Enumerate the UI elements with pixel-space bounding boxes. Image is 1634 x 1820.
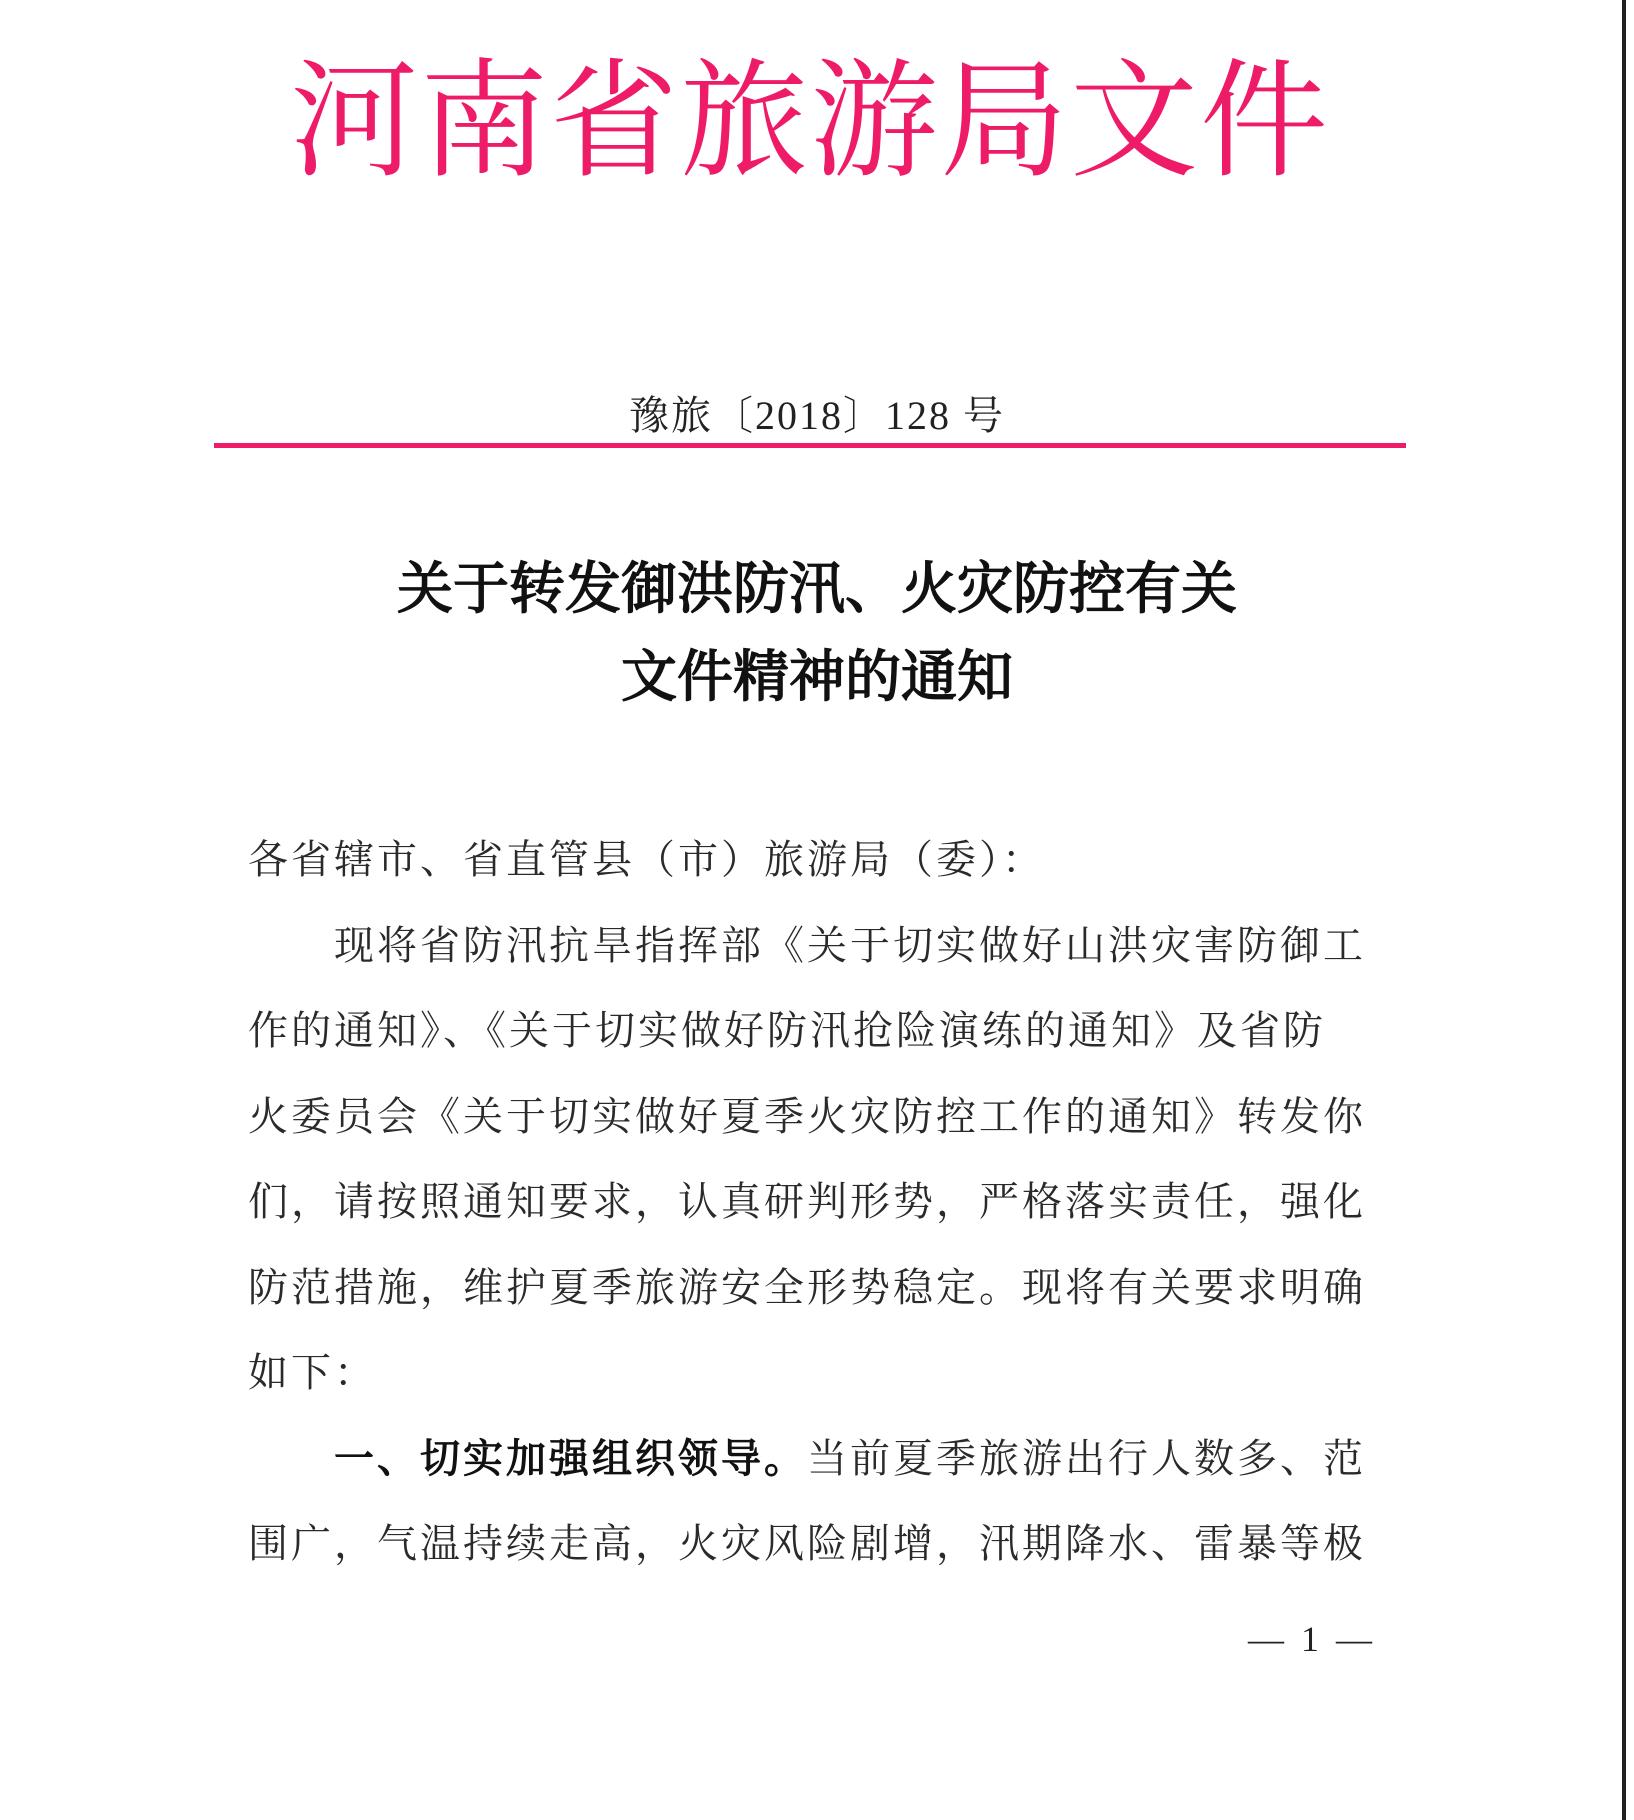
page-number: — 1 — <box>1248 1619 1376 1659</box>
body-line: 如下： <box>248 1350 377 1396</box>
recipient-line: 各省辖市、省直管县（市）旅游局（委）： <box>248 837 1045 883</box>
section-1-heading: 一、切实加强组织领导。 <box>334 1436 807 1482</box>
document-number: 豫旅〔2018〕128 号 <box>629 393 1005 438</box>
body-line: 们，请按照通知要求，认真研判形势，严格落实责任，强化 <box>248 1179 1366 1225</box>
indent <box>248 1436 334 1482</box>
section-1-second-line: 围广，气温持续走高，火灾风险剧增，汛期降水、雷暴等极 <box>248 1521 1366 1567</box>
body-line: 作的通知》、《关于切实做好防汛抢险演练的通知》及省防 <box>248 1008 1326 1054</box>
body-line: 防范措施，维护夏季旅游安全形势稳定。现将有关要求明确 <box>248 1265 1366 1311</box>
document-title-line-1: 关于转发御洪防汛、火灾防控有关 <box>397 556 1237 622</box>
section-1-first-line <box>248 1427 1388 1484</box>
document-title-line-2: 文件精神的通知 <box>621 644 1013 710</box>
section-1-text: 当前夏季旅游出行人数多、范 <box>807 1436 1366 1482</box>
body-line: 现将省防汛抗旱指挥部《关于切实做好山洪灾害防御工 <box>248 923 1366 969</box>
body-line: 火委员会《关于切实做好夏季火灾防控工作的通知》转发你 <box>248 1094 1366 1140</box>
document-header-title: 河南省旅游局文件 <box>289 47 1330 196</box>
